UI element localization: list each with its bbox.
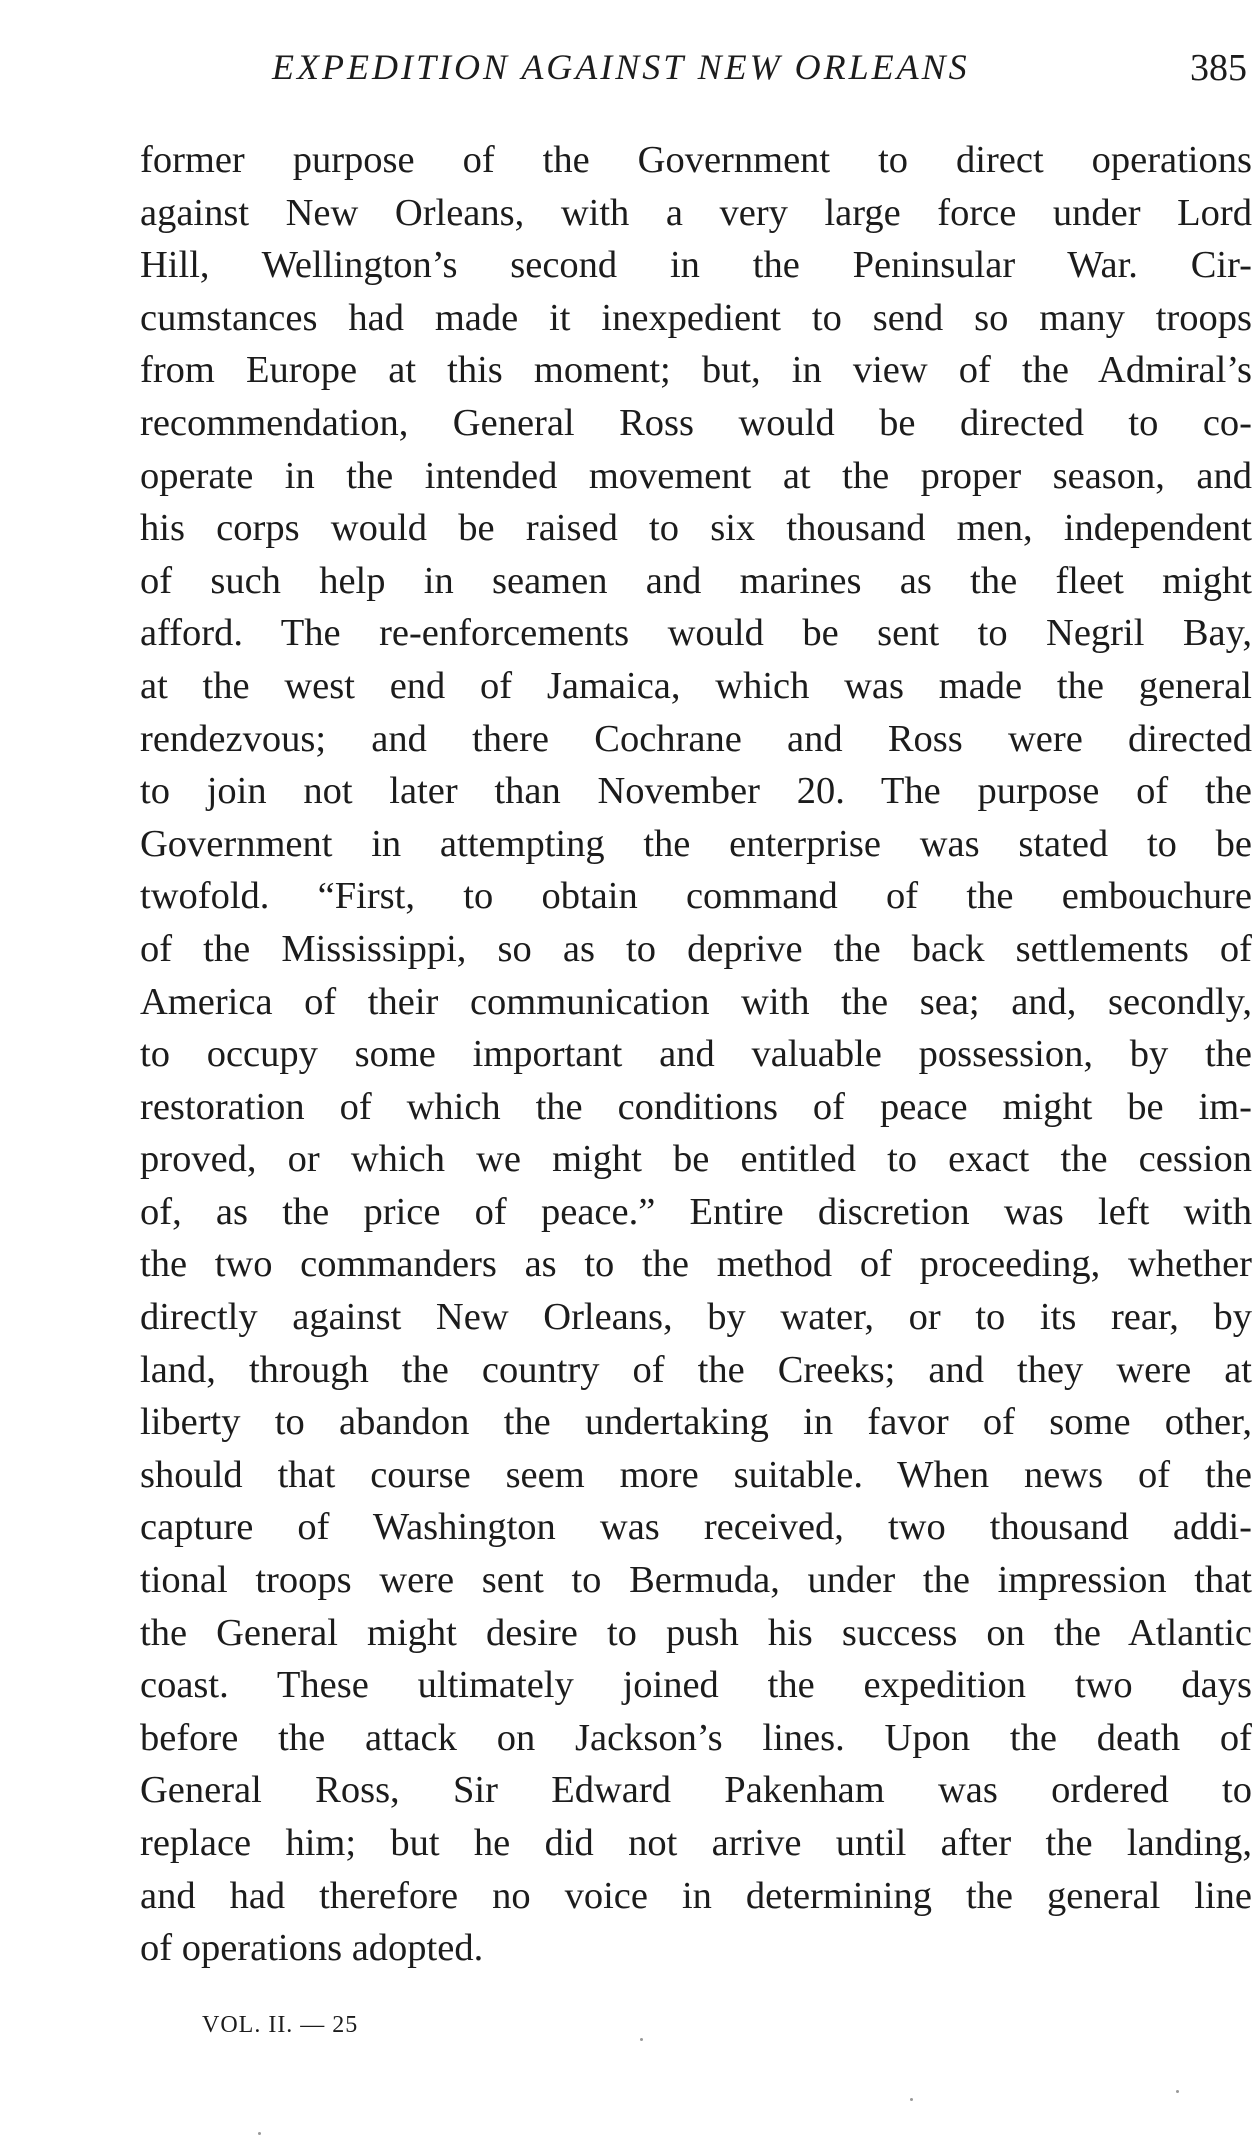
print-speck <box>640 2038 643 2041</box>
text-line: capture of Washington was received, two thousand addi- <box>140 1506 1252 1549</box>
text-line: operate in the intended movement at the proper season, and <box>140 454 1252 497</box>
text-line: to occupy some important and valuable possession, by the <box>140 1033 1252 1076</box>
text-line: of, as the price of peace.” Entire discretion was left with <box>140 1190 1252 1233</box>
text-line: coast. These ultimately joined the expedition two days <box>140 1664 1252 1707</box>
text-line: proved, or which we might be entitled to exact the cession <box>140 1138 1252 1181</box>
text-line: liberty to abandon the undertaking in favor of some other, <box>140 1401 1252 1444</box>
text-line: cumstances had made it inexpedient to send so many troops <box>140 296 1252 339</box>
text-line: before the attack on Jackson’s lines. Upon the death of <box>140 1716 1252 1759</box>
text-line: rendezvous; and there Cochrane and Ross were directed <box>140 717 1252 760</box>
text-line: against New Orleans, with a very large force under Lord <box>140 191 1252 234</box>
text-line: former purpose of the Government to direct operations <box>140 139 1252 181</box>
text-line: afford. The re-enforcements would be sent to Negril Bay, <box>140 612 1252 655</box>
page-number: 385 <box>1190 47 1247 89</box>
text-line: of such help in seamen and marines as the fleet might <box>140 559 1252 602</box>
text-line: from Europe at this moment; but, in view of the Admiral’s <box>140 349 1252 392</box>
text-line: tional troops were sent to Bermuda, under the impression that <box>140 1559 1252 1602</box>
text-line: General Ross, Sir Edward Pakenham was ordered to <box>140 1769 1252 1812</box>
running-head <box>0 46 1259 102</box>
text-line: restoration of which the conditions of peace might be im- <box>140 1085 1252 1128</box>
print-speck <box>258 2132 261 2135</box>
text-line: of the Mississippi, so as to deprive the back settlements of <box>140 927 1252 970</box>
text-line: at the west end of Jamaica, which was made the general <box>140 664 1252 707</box>
text-line: to join not later than November 20. The purpose of the <box>140 770 1252 813</box>
text-line: twofold. “First, to obtain command of the embouchure <box>140 875 1252 918</box>
signature-mark: VOL. II. — 25 <box>202 2012 359 2038</box>
text-line: of operations adopted. <box>140 1927 484 1970</box>
running-title: EXPEDITION AGAINST NEW ORLEANS <box>272 47 970 87</box>
text-line: replace him; but he did not arrive until after the landing, <box>140 1822 1252 1864</box>
text-line: the General might desire to push his success on the Atlantic <box>140 1611 1252 1654</box>
body-paragraph <box>140 134 1252 1975</box>
text-line: should that course seem more suitable. When news of the <box>140 1453 1252 1496</box>
text-line: America of their communication with the sea; and, secondly, <box>140 980 1252 1023</box>
text-line: recommendation, General Ross would be directed to co- <box>140 401 1252 444</box>
print-speck <box>910 2098 913 2101</box>
print-speck <box>1176 2090 1179 2093</box>
text-line: Government in attempting the enterprise was stated to be <box>140 822 1252 865</box>
text-line: and had therefore no voice in determining the general line <box>140 1874 1252 1917</box>
text-line: land, through the country of the Creeks; and they were at <box>140 1348 1252 1391</box>
text-line: Hill, Wellington’s second in the Peninsular War. Cir- <box>140 244 1252 287</box>
text-line: directly against New Orleans, by water, or to its rear, by <box>140 1296 1252 1339</box>
text-line: the two commanders as to the method of proceeding, whether <box>140 1243 1252 1286</box>
text-line: his corps would be raised to six thousand men, independent <box>140 507 1252 550</box>
